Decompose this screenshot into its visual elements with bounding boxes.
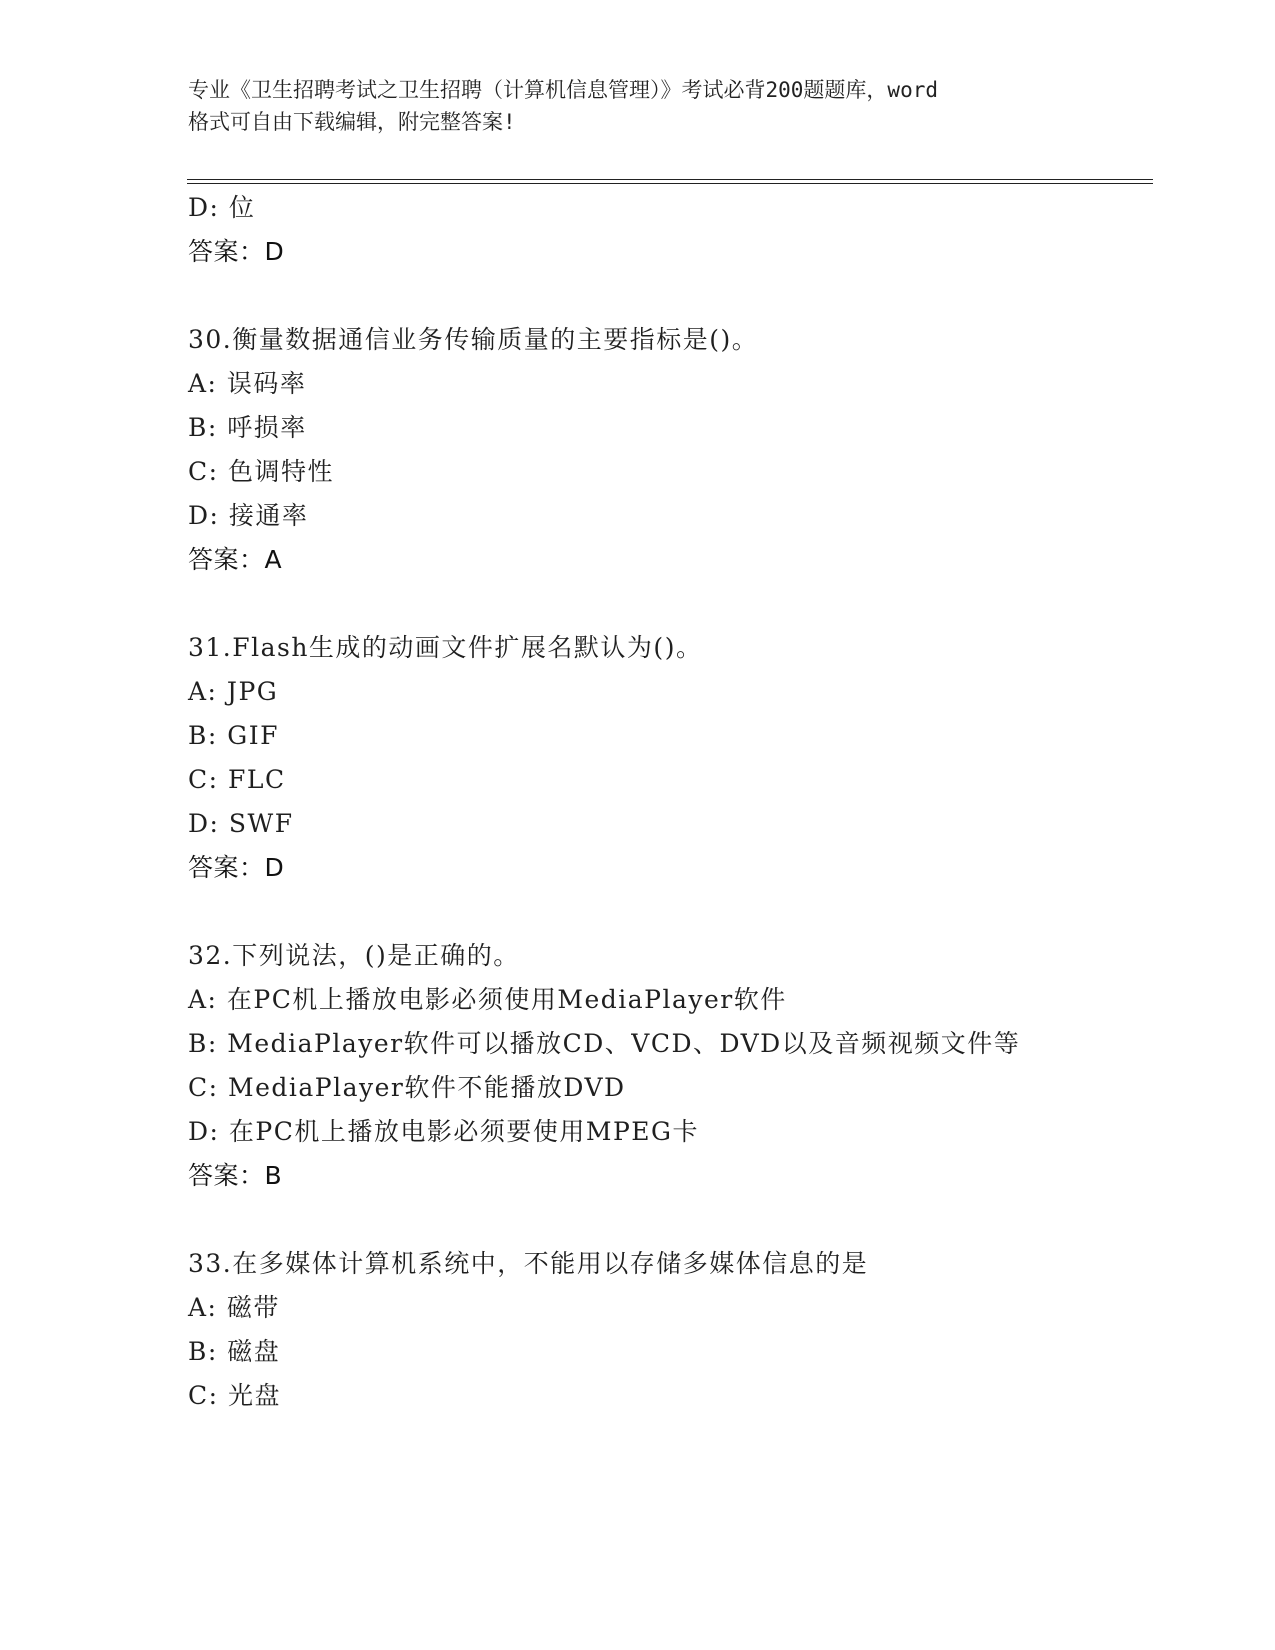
question-33-option-a: A: 磁带 bbox=[188, 1293, 280, 1322]
question-31-option-c: C: FLC bbox=[188, 765, 286, 794]
question-31-option-a: A: JPG bbox=[188, 677, 279, 706]
question-32-option-b: B: MediaPlayer软件可以播放CD、VCD、DVD以及音频视频文件等 bbox=[188, 1029, 1021, 1058]
question-32-answer: 答案：B bbox=[188, 1161, 283, 1190]
question-33-option-c: C: 光盘 bbox=[188, 1381, 281, 1410]
header-line-1: 专业《卫生招聘考试之卫生招聘（计算机信息管理）》考试必背200题题库，word bbox=[188, 78, 938, 102]
question-30-option-d: D: 接通率 bbox=[188, 501, 309, 530]
question-32-stem: 32.下列说法，()是正确的。 bbox=[188, 941, 520, 970]
prev-option-d: D: 位 bbox=[188, 193, 256, 222]
question-30-option-b: B: 呼损率 bbox=[188, 413, 307, 442]
question-30-answer: 答案：A bbox=[188, 545, 283, 574]
question-32-option-a: A: 在PC机上播放电影必须使用MediaPlayer软件 bbox=[188, 985, 787, 1014]
header-divider-bottom bbox=[187, 183, 1153, 184]
header-line-2: 格式可自由下载编辑，附完整答案! bbox=[188, 110, 516, 134]
question-30-stem: 30.衡量数据通信业务传输质量的主要指标是()。 bbox=[188, 325, 759, 354]
question-31-answer: 答案：D bbox=[188, 853, 285, 882]
question-32-option-d: D: 在PC机上播放电影必须要使用MPEG卡 bbox=[188, 1117, 700, 1146]
prev-answer: 答案：D bbox=[188, 237, 285, 266]
question-30-option-a: A: 误码率 bbox=[188, 369, 307, 398]
question-31-option-d: D: SWF bbox=[188, 809, 294, 838]
document-header bbox=[188, 74, 1088, 138]
question-30-option-c: C: 色调特性 bbox=[188, 457, 334, 486]
question-31-stem: 31.Flash生成的动画文件扩展名默认为()。 bbox=[188, 633, 703, 662]
question-32-option-c: C: MediaPlayer软件不能播放DVD bbox=[188, 1073, 626, 1102]
header-divider-top bbox=[187, 179, 1153, 180]
question-33-stem: 33.在多媒体计算机系统中，不能用以存储多媒体信息的是 bbox=[188, 1249, 869, 1278]
question-33-option-b: B: 磁盘 bbox=[188, 1337, 281, 1366]
question-31-option-b: B: GIF bbox=[188, 721, 279, 750]
